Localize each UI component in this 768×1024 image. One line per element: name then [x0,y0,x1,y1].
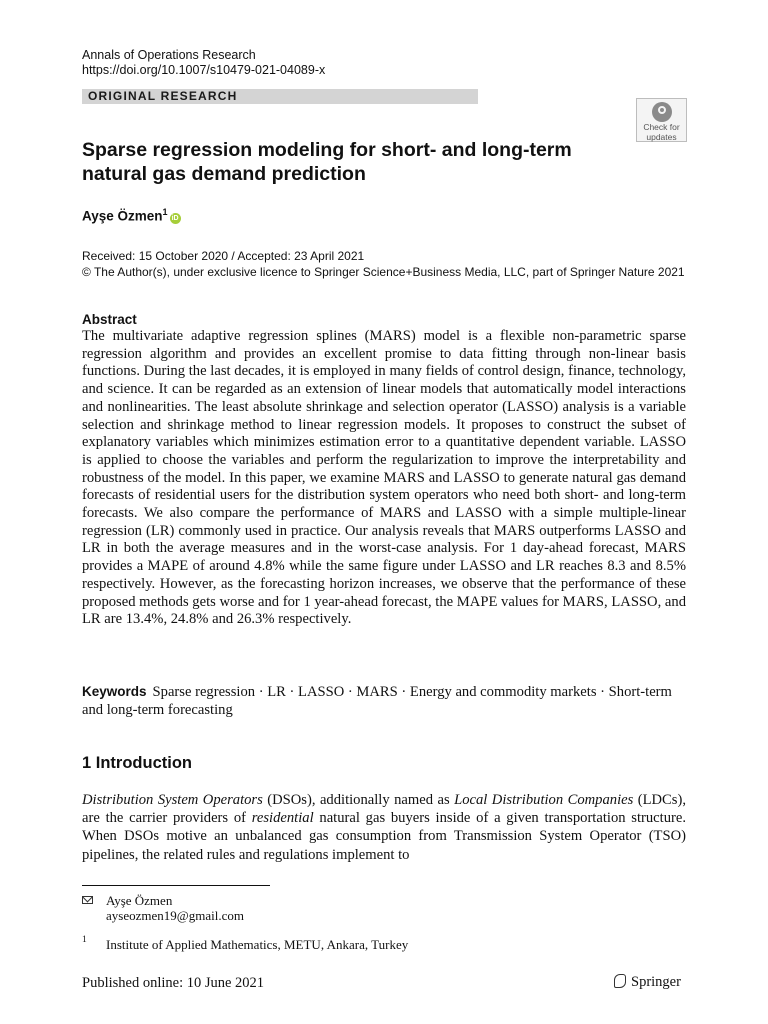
footnote-author-name: Ayşe Özmen [106,893,173,908]
envelope-icon [82,896,93,904]
update-icon [652,102,672,122]
author-name: Ayşe Özmen [82,208,163,224]
badge-line-2: updates [646,132,677,142]
intro-text-1: (DSOs), additionally named as [262,792,455,808]
journal-name: Annals of Operations Research [82,48,256,62]
title-line-2: natural gas demand prediction [82,163,366,185]
footnote-divider [82,885,270,886]
affiliation-marker: 1 [162,207,168,217]
institution-marker: 1 [82,935,87,945]
intro-paragraph [82,791,686,864]
author-email[interactable]: ayseozmen19@gmail.com [106,908,244,923]
badge-line-1: Check for [643,122,680,132]
intro-term-ldc: Local Distribution Companies [454,792,634,808]
abstract-heading: Abstract [82,312,137,327]
publisher-name: Springer [631,974,681,990]
published-online: Published online: 10 June 2021 [82,975,265,991]
intro-text-2: (LDCs), are the carrier providers of [82,792,686,827]
intro-term-dso: Distribution System Operators [82,792,263,808]
paper-title [82,138,642,186]
intro-text-3: natural gas buyers inside of a given transportation structure. When DSOs motive an unbalanced gas consumption from Transmission System Operator (TSO) pipelines, the related rules and regulations implement to [82,810,686,863]
institution: Institute of Applied Mathematics, METU, Ankara, Turkey [106,937,409,952]
copyright-notice: © The Author(s), under exclusive licence to Springer Science+Business Media, LLC, part of Springer Nature 2021 [82,264,685,279]
intro-term-residential: residential [251,810,314,827]
title-line-1: Sparse regression modeling for short- and long-term [82,139,572,161]
keywords-block [82,683,686,719]
keywords-list: Sparse regression · LR · LASSO · MARS · Energy and commodity markets · Short-term and long-term forecasting [82,684,672,718]
publication-dates [82,249,685,280]
check-for-updates-badge[interactable] [636,98,687,142]
publisher-logo [614,974,681,991]
springer-horse-icon [614,974,626,988]
keywords-label: Keywords [82,684,147,699]
received-accepted: Received: 15 October 2020 / Accepted: 23 April 2021 [82,249,365,263]
author-line [82,207,181,224]
corresponding-author [106,893,244,923]
journal-info [82,48,325,78]
section-heading: 1 Introduction [82,754,192,772]
abstract-text: The multivariate adaptive regression splines (MARS) model is a flexible non-parametric sparse regression algorithm and provides an excellent promise to data fitting through non-linear basis functions. During the last decades, it is employed in many fields of control design, finance, technology, and science. It can be regarded as an extension of linear models that automatically model interactions and nonlinearities. The least absolute shrinkage and selection operator (LASSO) analysis is a variable selection and shrinkage method to linear regression models. It proposes to construct the subset of explanatory variables which minimizes estimation error to a quantitative dependent variable. LASSO is applied to choose the variables and perform the regularization to improve the interpretability and robustness of the model. In this paper, we examine MARS and LASSO to generate natural gas demand forecasts of residential users for the distribution system operators who need both short- and long-term forecasts. We also compare the performance of MARS and LASSO with a simple multiple-linear regression (LR) commonly used in practice. Our analysis reveals that MARS outperforms LASSO and LR in both the average measures and in the worst-case analysis. For 1 day-ahead forecast, MARS provides a MAPE of around 4.8% while the same figure under LASSO and LR reaches 8.3 and 8.5% respectively. However, as the forecasting horizon increases, we observe that the performance of these proposed methods gets worse and for 1 year-ahead forecast, the MAPE values for MARS, LASSO, and LR are 13.4%, 24.8% and 26.3% respectively. [82,328,686,628]
doi-link[interactable]: https://doi.org/10.1007/s10479-021-04089-x [82,63,326,77]
article-type-banner: ORIGINAL RESEARCH [82,89,478,104]
orcid-icon[interactable]: iD [171,214,179,222]
